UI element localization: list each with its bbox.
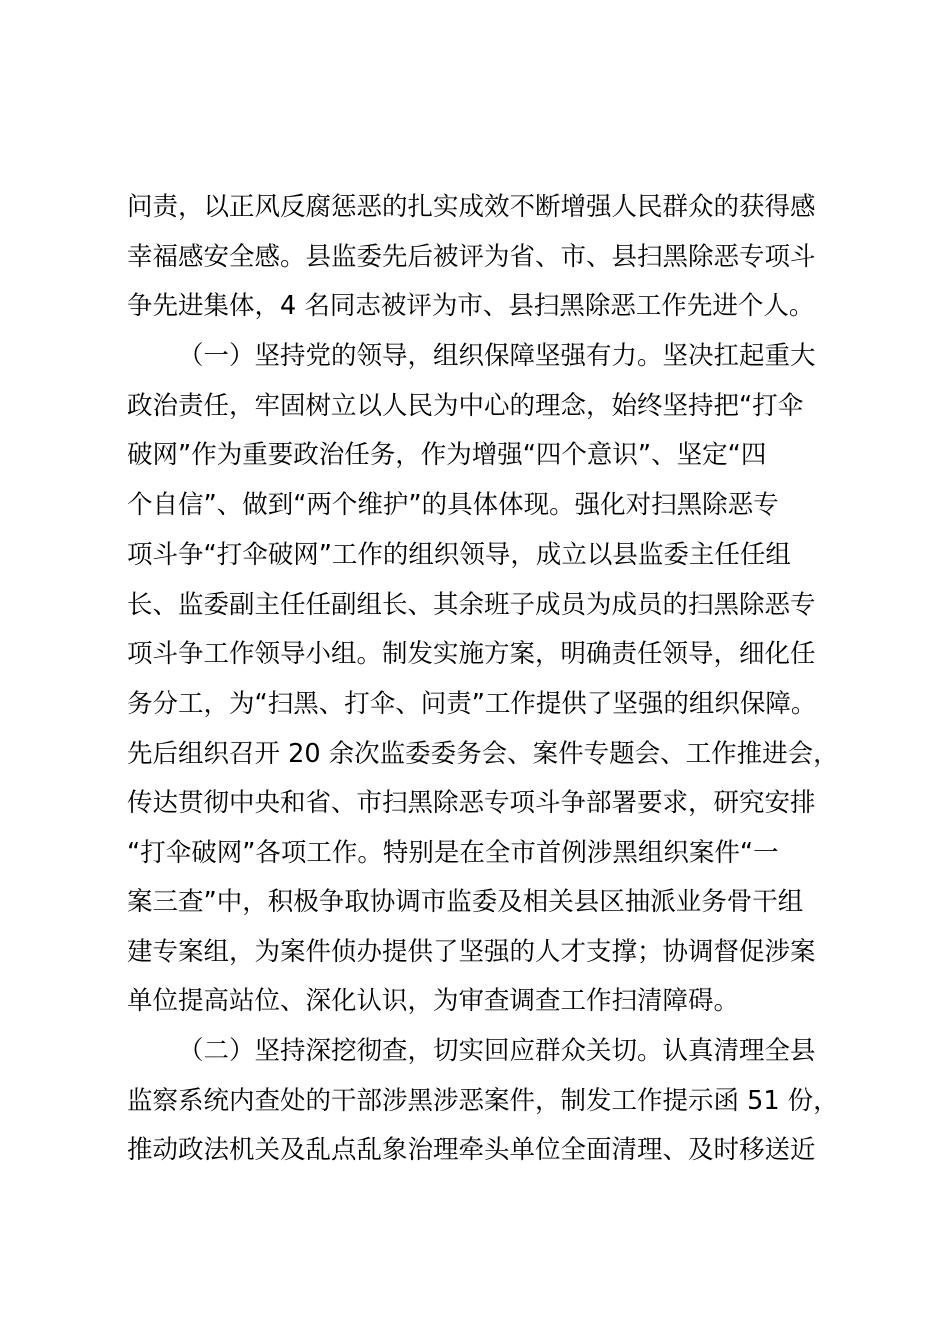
- text-line-8: 项斗争“打伞破网”工作的组织领导，成立以县监委主任任组: [127, 540, 791, 570]
- text-line-11: 务分工，为“扫黑、打伞、问责”工作提供了坚强的组织保障。: [127, 689, 817, 719]
- text-line-6: 破网”作为重要政治任务，作为增强“四个意识”、坚定“四: [127, 440, 767, 470]
- text-line-5: 政治责任，牢固树立以人民为中心的理念，始终坚持把“打伞: [127, 391, 804, 421]
- text-line-17: 单位提高站位、深化认识，为审查调查工作扫清障碍。: [127, 986, 740, 1016]
- text-line-7: 个自信”、做到“两个维护”的具体体现。强化对扫黑除恶专: [127, 490, 779, 520]
- text-line-10: 项斗争工作领导小组。制发实施方案，明确责任领导，细化任: [127, 639, 816, 669]
- text-line-14: “打伞破网”各项工作。特别是在全市首例涉黑组织案件“一: [127, 838, 779, 868]
- text-line-3: 争先进集体，4 名同志被评为市、县扫黑除恶工作先进个人。: [127, 291, 815, 321]
- section-heading-1: （一）坚持党的领导，组织保障坚强有力。坚决扛起重大: [178, 341, 816, 371]
- text-line-2: 幸福感安全感。县监委先后被评为省、市、县扫黑除恶专项斗: [127, 242, 816, 272]
- text-line-15: 案三查”中，积极争取协调市监委及相关县区抽派业务骨干组: [127, 887, 804, 917]
- section-heading-2: （二）坚持深挖彻查，切实回应群众关切。认真清理全县: [178, 1036, 816, 1066]
- text-line-16: 建专案组，为案件侦办提供了坚强的人才支撑；协调督促涉案: [127, 937, 816, 967]
- text-line-13: 传达贯彻中央和省、市扫黑除恶专项斗争部署要求，研究安排: [127, 788, 816, 818]
- text-line-9: 长、监委副主任任副组长、其余班子成员为成员的扫黑除恶专: [127, 590, 816, 620]
- text-line-20: 推动政法机关及乱点乱象治理牵头单位全面清理、及时移送近: [127, 1135, 816, 1165]
- text-line-12: 先后组织召开 20 余次监委委务会、案件专题会、工作推进会，: [127, 739, 839, 769]
- text-line-19: 监察系统内查处的干部涉黑涉恶案件，制发工作提示函 51 份，: [127, 1086, 839, 1116]
- text-line-1: 问责，以正风反腐惩恶的扎实成效不断增强人民群众的获得感: [127, 192, 816, 222]
